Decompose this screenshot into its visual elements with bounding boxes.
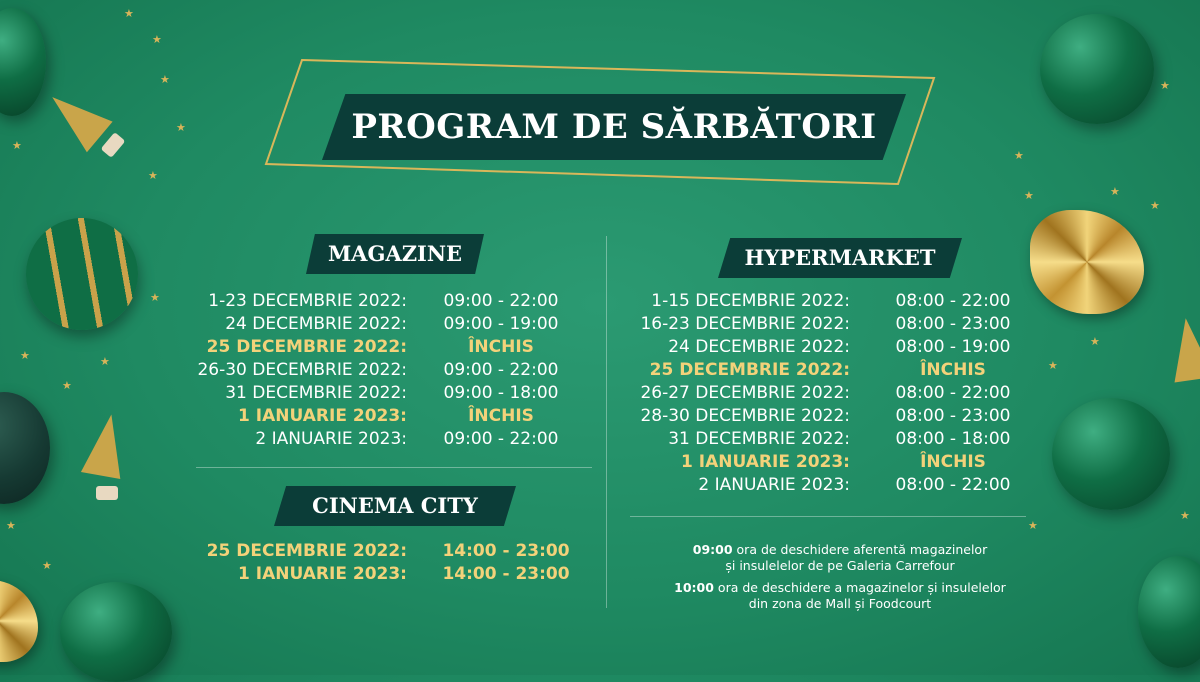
gold-star-icon: ★ [1014, 149, 1024, 162]
row-date: 2 IANUARIE 2023: [698, 475, 850, 495]
gold-star-icon: ★ [1180, 509, 1190, 522]
row-date: 31 DECEMBRIE 2022: [225, 383, 407, 403]
hypermarket-schedule [620, 290, 1040, 500]
right-divider [630, 516, 1026, 517]
magazine-heading: MAGAZINE [327, 241, 463, 266]
schedule-row [620, 290, 1040, 313]
row-date: 1-23 DECEMBRIE 2022: [208, 291, 407, 311]
row-date: 28-30 DECEMBRIE 2022: [640, 406, 850, 426]
schedule-row-closed [620, 359, 1040, 382]
row-date: 1 IANUARIE 2023: [681, 452, 850, 472]
page-title: PROGRAM DE SĂRBĂTORI [351, 107, 877, 147]
row-hours: ÎNCHIS [920, 360, 986, 380]
schedule-row-closed [180, 336, 600, 359]
gold-star-icon: ★ [1150, 199, 1160, 212]
schedule-row [180, 563, 600, 586]
opening-note-mall [670, 580, 1010, 612]
gold-star-icon: ★ [1160, 79, 1170, 92]
schedule-row [180, 359, 600, 382]
gold-star-icon: ★ [176, 121, 186, 134]
row-hours: 08:00 - 18:00 [895, 429, 1011, 449]
cinema-heading: CINEMA CITY [312, 493, 478, 518]
note-text: și insulelelor de pe Galeria Carrefour [725, 558, 955, 573]
gold-bow-icon [1030, 210, 1144, 314]
christmas-ornament-icon [1138, 556, 1200, 668]
row-date: 2 IANUARIE 2023: [255, 429, 407, 449]
row-hours: 14:00 - 23:00 [442, 541, 570, 561]
gold-star-icon: ★ [160, 73, 170, 86]
left-divider [196, 467, 592, 468]
tree-trunk [96, 486, 118, 500]
row-date: 31 DECEMBRIE 2022: [668, 429, 850, 449]
opening-note-galeria [670, 542, 1010, 574]
gold-star-icon: ★ [62, 379, 72, 392]
gold-star-icon: ★ [1028, 519, 1038, 532]
hypermarket-heading: HYPERMARKET [744, 245, 936, 270]
row-date: 24 DECEMBRIE 2022: [668, 337, 850, 357]
gold-star-icon: ★ [100, 355, 110, 368]
gold-star-icon: ★ [1048, 359, 1058, 372]
schedule-row [620, 382, 1040, 405]
gold-star-icon: ★ [152, 33, 162, 46]
christmas-ornament-icon [1052, 398, 1170, 510]
row-hours: 08:00 - 23:00 [895, 406, 1011, 426]
schedule-row [180, 382, 600, 405]
row-date: 25 DECEMBRIE 2022: [206, 541, 407, 561]
gold-star-icon: ★ [42, 559, 52, 572]
row-date: 16-23 DECEMBRIE 2022: [640, 314, 850, 334]
note-time: 10:00 [674, 580, 714, 595]
gold-star-icon: ★ [1110, 185, 1120, 198]
tree-trunk [101, 132, 126, 158]
row-date: 24 DECEMBRIE 2022: [225, 314, 407, 334]
schedule-row [620, 428, 1040, 451]
gold-star-icon: ★ [124, 7, 134, 20]
note-text: ora de deschidere aferentă magazinelor [732, 542, 988, 557]
row-date: 1-15 DECEMBRIE 2022: [651, 291, 850, 311]
schedule-row [620, 474, 1040, 497]
christmas-ornament-icon [0, 8, 46, 116]
row-hours: 09:00 - 22:00 [443, 429, 559, 449]
schedule-row [180, 428, 600, 451]
row-date: 25 DECEMBRIE 2022: [649, 360, 850, 380]
row-hours: 09:00 - 22:00 [443, 291, 559, 311]
row-date: 25 DECEMBRIE 2022: [206, 337, 407, 357]
schedule-row-closed [180, 405, 600, 428]
schedule-row [180, 290, 600, 313]
christmas-ornament-icon [0, 392, 50, 504]
row-date: 26-30 DECEMBRIE 2022: [197, 360, 407, 380]
gold-star-icon: ★ [6, 519, 16, 532]
row-date: 1 IANUARIE 2023: [238, 406, 407, 426]
row-hours: ÎNCHIS [468, 337, 534, 357]
note-text: din zona de Mall și Foodcourt [748, 596, 932, 611]
gold-star-icon: ★ [148, 169, 158, 182]
cinema-schedule [180, 540, 600, 588]
gold-tree-icon [1166, 316, 1200, 383]
row-date: 1 IANUARIE 2023: [238, 564, 407, 584]
gold-star-icon: ★ [12, 139, 22, 152]
schedule-row [620, 405, 1040, 428]
row-hours: 08:00 - 23:00 [895, 314, 1011, 334]
schedule-row [620, 336, 1040, 359]
row-hours: 09:00 - 18:00 [443, 383, 559, 403]
row-hours: 09:00 - 19:00 [443, 314, 559, 334]
schedule-row-closed [620, 451, 1040, 474]
gold-tree-icon [81, 411, 131, 479]
row-hours: 09:00 - 22:00 [443, 360, 559, 380]
gold-bow-icon [0, 580, 38, 662]
row-hours: ÎNCHIS [468, 406, 534, 426]
schedule-row [620, 313, 1040, 336]
christmas-ornament-icon [60, 582, 172, 682]
gold-star-icon: ★ [1024, 189, 1034, 202]
note-text: ora de deschidere a magazinelor și insulelelor [713, 580, 1006, 595]
column-divider [606, 236, 607, 608]
schedule-row [180, 313, 600, 336]
magazine-schedule [180, 290, 600, 460]
row-hours: ÎNCHIS [920, 452, 986, 472]
gold-tree-icon [39, 82, 112, 152]
row-hours: 08:00 - 19:00 [895, 337, 1011, 357]
row-date: 26-27 DECEMBRIE 2022: [640, 383, 850, 403]
row-hours: 14:00 - 23:00 [442, 564, 570, 584]
gold-star-icon: ★ [1090, 335, 1100, 348]
row-hours: 08:00 - 22:00 [895, 383, 1011, 403]
gold-star-icon: ★ [150, 291, 160, 304]
note-time: 09:00 [692, 542, 733, 557]
row-hours: 08:00 - 22:00 [895, 475, 1011, 495]
christmas-ornament-icon [1040, 14, 1154, 124]
row-hours: 08:00 - 22:00 [895, 291, 1011, 311]
christmas-ornament-icon [10, 202, 154, 346]
schedule-row [180, 540, 600, 563]
gold-star-icon: ★ [20, 349, 30, 362]
